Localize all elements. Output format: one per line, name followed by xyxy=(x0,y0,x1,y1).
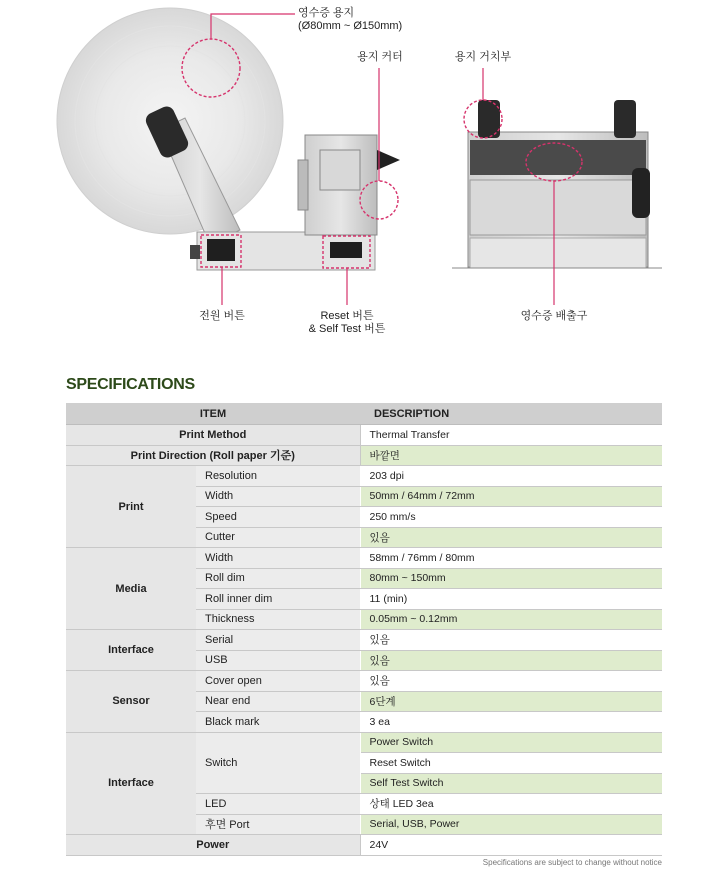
row-desc: 있음 xyxy=(360,650,662,671)
category-interface: Interface xyxy=(66,630,196,671)
row-desc: Power Switch xyxy=(360,732,662,753)
label-paper xyxy=(298,7,402,33)
label-reset-button xyxy=(297,310,397,336)
row-sub: Serial xyxy=(196,630,360,651)
label-paper-title: 영수증 용지 xyxy=(298,7,355,19)
row-sub: Roll inner dim xyxy=(196,589,360,610)
row-desc: Reset Switch xyxy=(360,753,662,774)
table-row xyxy=(66,630,662,651)
row-sub: Width xyxy=(196,548,360,569)
row-sub: USB xyxy=(196,650,360,671)
row-sub: Resolution xyxy=(196,466,360,487)
header-item: ITEM xyxy=(66,403,360,425)
table-row xyxy=(66,466,662,487)
row-desc: 상태 LED 3ea xyxy=(360,794,662,815)
table-row xyxy=(66,548,662,569)
table-row xyxy=(66,732,662,753)
table-row xyxy=(66,835,662,856)
category-sensor: Sensor xyxy=(66,671,196,733)
row-sub: Black mark xyxy=(196,712,360,733)
category-print: Print xyxy=(66,466,196,548)
category-media: Media xyxy=(66,548,196,630)
row-sub: LED xyxy=(196,794,360,815)
category-interface-2: Interface xyxy=(66,732,196,835)
row-item: Power xyxy=(66,835,360,856)
spec-title: SPECIFICATIONS xyxy=(66,376,195,393)
row-desc: Self Test Switch xyxy=(360,773,662,794)
label-power-button: 전원 버튼 xyxy=(199,310,245,322)
row-desc: 24V xyxy=(360,835,662,856)
row-desc: 있음 xyxy=(360,527,662,548)
row-desc: 250 mm/s xyxy=(360,507,662,528)
label-exit: 영수증 배출구 xyxy=(520,310,588,322)
label-cutter: 용지 커터 xyxy=(357,51,403,63)
row-desc: 58mm / 76mm / 80mm xyxy=(360,548,662,569)
row-sub: Switch xyxy=(196,732,360,794)
row-item: Print Method xyxy=(66,425,360,446)
table-row xyxy=(66,671,662,692)
row-sub: Near end xyxy=(196,691,360,712)
row-desc: 11 (min) xyxy=(360,589,662,610)
row-sub: Width xyxy=(196,486,360,507)
label-paper-size: (Ø80mm ~ Ø150mm) xyxy=(298,20,403,32)
row-desc: 있음 xyxy=(360,630,662,651)
row-desc: 3 ea xyxy=(360,712,662,733)
row-desc: 6단계 xyxy=(360,691,662,712)
row-desc: 50mm / 64mm / 72mm xyxy=(360,486,662,507)
row-desc: 203 dpi xyxy=(360,466,662,487)
label-reset-line2: & Self Test 버튼 xyxy=(308,323,386,335)
row-sub: Thickness xyxy=(196,609,360,630)
row-sub: Cutter xyxy=(196,527,360,548)
row-desc: 0.05mm ~ 0.12mm xyxy=(360,609,662,630)
row-sub: 후면 Port xyxy=(196,814,360,835)
header-description: DESCRIPTION xyxy=(360,403,662,425)
table-row xyxy=(66,425,662,446)
row-desc: 있음 xyxy=(360,671,662,692)
row-desc: Serial, USB, Power xyxy=(360,814,662,835)
row-desc: 바깥면 xyxy=(360,445,662,466)
row-item: Print Direction (Roll paper 기준) xyxy=(66,445,360,466)
row-sub: Cover open xyxy=(196,671,360,692)
spec-note: Specifications are subject to change without notice xyxy=(482,858,662,867)
label-reset-line1: Reset 버튼 xyxy=(320,310,374,322)
row-desc: Thermal Transfer xyxy=(360,425,662,446)
row-desc: 80mm ~ 150mm xyxy=(360,568,662,589)
table-header-row xyxy=(66,403,662,425)
row-sub: Roll dim xyxy=(196,568,360,589)
row-sub: Speed xyxy=(196,507,360,528)
spec-table xyxy=(66,403,662,856)
label-holder: 용지 거치부 xyxy=(454,51,512,63)
table-row xyxy=(66,445,662,466)
